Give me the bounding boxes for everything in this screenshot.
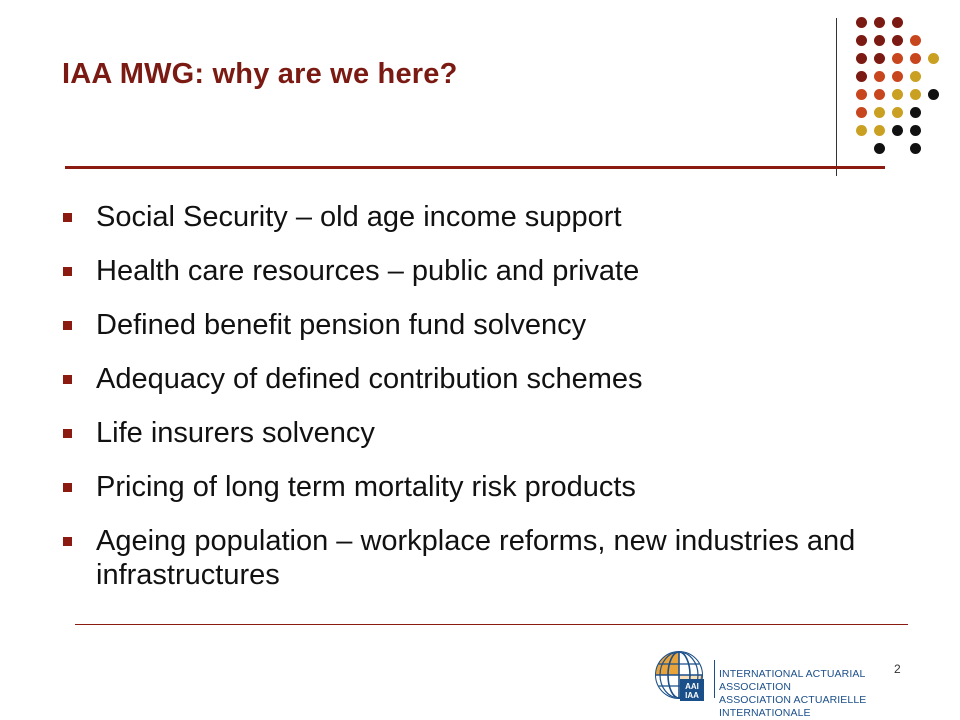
decor-dot <box>892 53 903 64</box>
decor-dot <box>910 107 921 118</box>
decor-dot <box>874 89 885 100</box>
decor-dot <box>910 89 921 100</box>
title-underline <box>65 166 885 169</box>
bullet-item <box>60 416 860 450</box>
bullet-text: Pricing of long term mortality risk products <box>96 471 636 503</box>
slide-title: IAA MWG: why are we here? <box>62 58 458 90</box>
square-bullet-icon <box>63 321 72 330</box>
bullet-text: Health care resources – public and private <box>96 255 640 287</box>
bullet-item <box>60 524 860 592</box>
square-bullet-icon <box>63 537 72 546</box>
decor-dot <box>910 35 921 46</box>
decor-dot <box>910 125 921 136</box>
decor-dot <box>892 17 903 28</box>
bullet-item <box>60 470 860 504</box>
bullet-item <box>60 200 860 234</box>
decor-dot <box>874 107 885 118</box>
bullet-text: Defined benefit pension fund solvency <box>96 309 587 341</box>
logo-separator <box>714 660 715 698</box>
decor-dot <box>874 143 885 154</box>
decor-dot <box>892 35 903 46</box>
decor-dot <box>910 71 921 82</box>
square-bullet-icon <box>63 429 72 438</box>
bullet-item <box>60 308 860 342</box>
decor-dot <box>874 71 885 82</box>
decor-dot <box>892 89 903 100</box>
decor-dot <box>874 35 885 46</box>
bullet-text: Social Security – old age income support <box>96 201 622 233</box>
iaa-logo <box>652 646 922 719</box>
logo-wordmark <box>719 668 922 720</box>
logo-line-english: INTERNATIONAL ACTUARIAL ASSOCIATION <box>719 668 866 693</box>
bullet-list <box>60 200 860 612</box>
square-bullet-icon <box>63 483 72 492</box>
decor-dot <box>856 17 867 28</box>
square-bullet-icon <box>63 213 72 222</box>
bullet-item <box>60 362 860 396</box>
square-bullet-icon <box>63 267 72 276</box>
decor-dot <box>856 71 867 82</box>
footer-divider <box>75 624 908 625</box>
globe-logo-icon <box>652 646 708 706</box>
bullet-item <box>60 254 860 288</box>
vertical-divider <box>836 18 837 176</box>
decor-dot <box>892 107 903 118</box>
decor-dot <box>892 71 903 82</box>
svg-text:AAI: AAI <box>685 682 699 691</box>
decor-dot <box>892 125 903 136</box>
page-number: 2 <box>894 662 901 676</box>
decor-dot <box>856 35 867 46</box>
decor-dot <box>856 107 867 118</box>
square-bullet-icon <box>63 375 72 384</box>
decor-dot <box>874 53 885 64</box>
decor-dot <box>928 53 939 64</box>
decor-dot <box>910 143 921 154</box>
svg-text:IAA: IAA <box>685 691 699 700</box>
decor-dot <box>874 17 885 28</box>
bullet-text: Adequacy of defined contribution schemes <box>96 363 643 395</box>
decor-dot <box>910 53 921 64</box>
bullet-text: Ageing population – workplace reforms, new industries and infrastructures <box>96 525 856 591</box>
bullet-text: Life insurers solvency <box>96 417 375 449</box>
decor-dot <box>856 89 867 100</box>
decor-dot <box>874 125 885 136</box>
decor-dot <box>856 125 867 136</box>
decor-dot <box>856 53 867 64</box>
decor-dot <box>928 89 939 100</box>
logo-line-french: ASSOCIATION ACTUARIELLE INTERNATIONALE <box>719 694 867 719</box>
